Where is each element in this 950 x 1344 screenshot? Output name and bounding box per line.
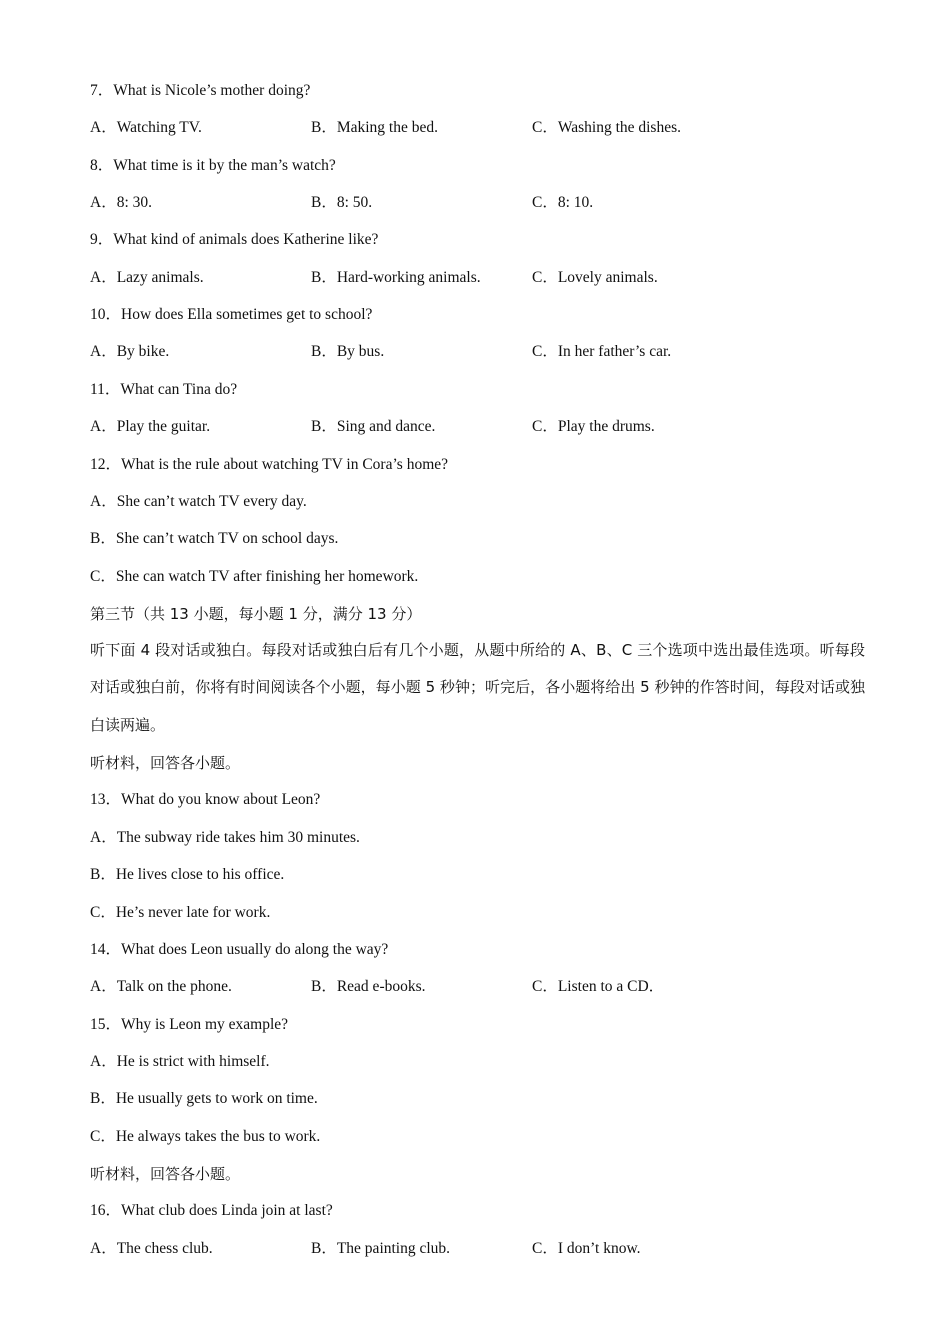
option-a: A．Talk on the phone. <box>90 978 232 995</box>
section-3-heading: 第三节（共 13 小题，每小题 1 分，满分 13 分） <box>90 605 422 623</box>
question-15-option-c: C．He always takes the bus to work. <box>90 1128 321 1145</box>
question-15-option-b: B．He usually gets to work on time. <box>90 1090 318 1107</box>
listen-instruction-2: 听材料，回答各小题。 <box>90 1165 241 1183</box>
option-c: C．In her father’s car. <box>532 343 672 360</box>
option-a: A．By bike. <box>90 343 170 360</box>
question-9-stem: 9．What kind of animals does Katherine like? <box>90 231 379 248</box>
option-a: A．Lazy animals. <box>90 269 204 286</box>
question-12-option-b: B．She can’t watch TV on school days. <box>90 530 339 547</box>
question-12-option-c: C．She can watch TV after finishing her homework. <box>90 568 419 585</box>
option-c: C．Lovely animals. <box>532 269 658 286</box>
option-c: C．Play the drums. <box>532 418 655 435</box>
option-a: A．8: 30. <box>90 194 153 211</box>
option-c: C．8: 10. <box>532 194 594 211</box>
question-7-stem: 7．What is Nicole’s mother doing? <box>90 82 311 99</box>
option-b: B．By bus. <box>311 343 385 360</box>
question-13-option-b: B．He lives close to his office. <box>90 866 285 883</box>
option-b: B．The painting club. <box>311 1240 451 1257</box>
question-8-stem: 8．What time is it by the man’s watch? <box>90 157 336 174</box>
question-15-stem: 15．Why is Leon my example? <box>90 1016 289 1033</box>
option-b: B．Sing and dance. <box>311 418 436 435</box>
question-13-option-c: C．He’s never late for work. <box>90 904 271 921</box>
question-12-stem: 12．What is the rule about watching TV in Cora’s home? <box>90 456 449 473</box>
question-12-option-a: A．She can’t watch TV every day. <box>90 493 307 510</box>
option-b: B．Hard-working animals. <box>311 269 481 286</box>
option-b: B．8: 50. <box>311 194 373 211</box>
question-11-stem: 11．What can Tina do? <box>90 381 238 398</box>
option-c: C．I don’t know. <box>532 1240 641 1257</box>
question-13-stem: 13．What do you know about Leon? <box>90 791 321 808</box>
option-b: B．Read e-books. <box>311 978 426 995</box>
option-c: C．Listen to a CD． <box>532 978 665 995</box>
question-14-stem: 14．What does Leon usually do along the way? <box>90 941 389 958</box>
option-a: A．Play the guitar. <box>90 418 211 435</box>
question-16-stem: 16．What club does Linda join at last? <box>90 1202 333 1219</box>
question-10-stem: 10．How does Ella sometimes get to school? <box>90 306 373 323</box>
option-b: B．Making the bed. <box>311 119 438 136</box>
option-c: C．Washing the dishes. <box>532 119 682 136</box>
listen-instruction-1: 听材料，回答各小题。 <box>90 754 241 772</box>
question-13-option-a: A．The subway ride takes him 30 minutes. <box>90 829 360 846</box>
section-3-instructions: 听下面 4 段对话或独白。每段对话或独白后有几个小题，从题中所给的 A、B、C 三个选项中选出最佳选项。听每段对话或独白前，你将有时间阅读各个小题，每小题 5 秒钟；听完后，各小题将给出 5 秒钟的作答时间，每段对话或独白读两遍。 <box>90 641 865 734</box>
option-a: A．The chess club. <box>90 1240 213 1257</box>
option-a: A．Watching TV. <box>90 119 202 136</box>
question-15-option-a: A．He is strict with himself. <box>90 1053 270 1070</box>
